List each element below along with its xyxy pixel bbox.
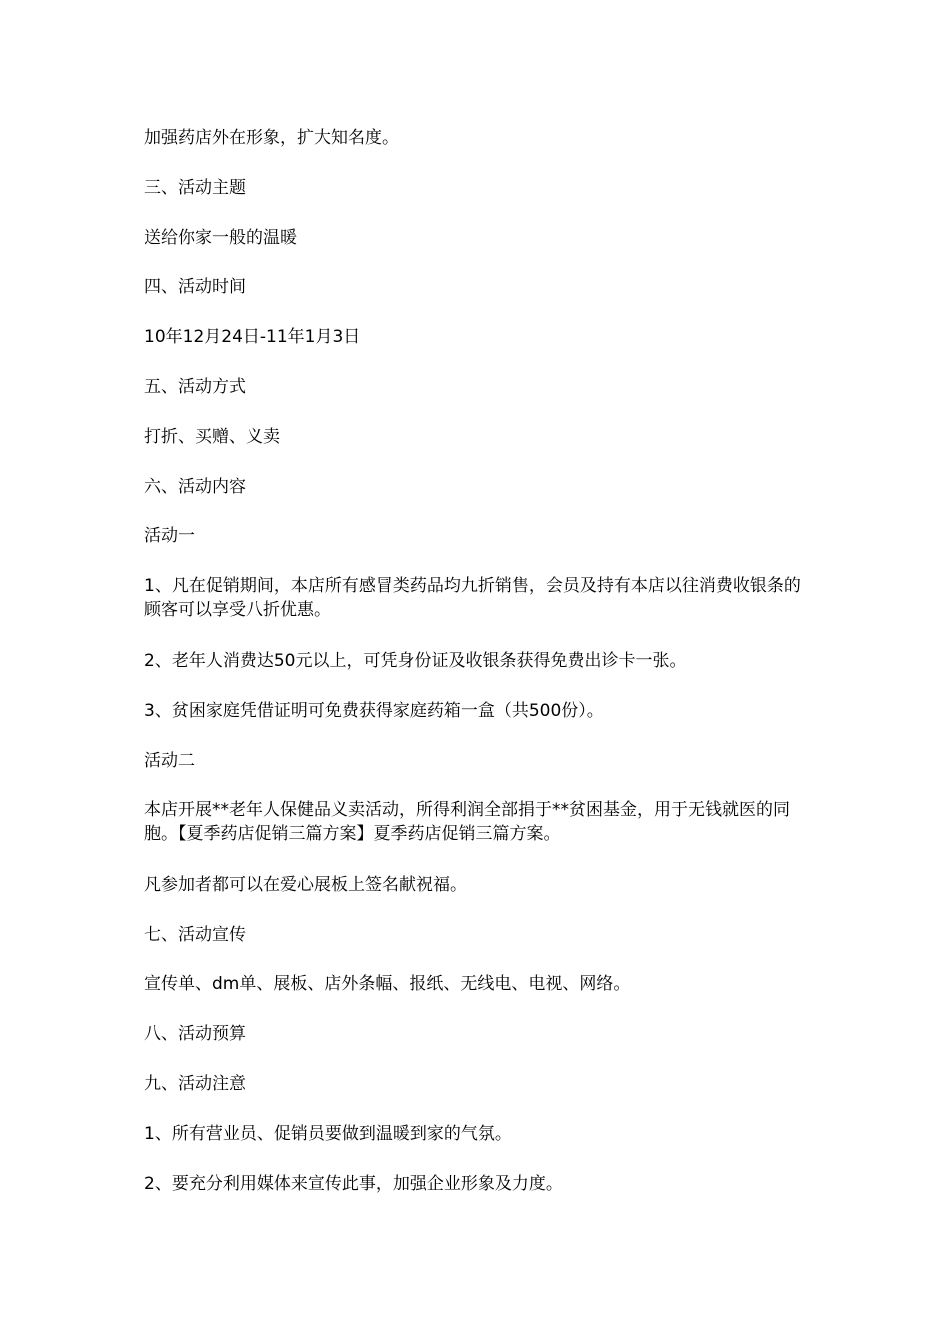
- heading-method: 五、活动方式: [144, 377, 246, 397]
- paragraph-activity-one-item-3: 3、贫困家庭凭借证明可免费获得家庭药箱一盒（共500份）。: [144, 701, 604, 721]
- heading-content: 六、活动内容: [144, 477, 246, 497]
- heading-time: 四、活动时间: [144, 277, 246, 297]
- heading-theme: 三、活动主题: [144, 178, 246, 198]
- paragraph-notes-item-2: 2、要充分利用媒体来宣传此事，加强企业形象及力度。: [144, 1174, 563, 1194]
- heading-promotion: 七、活动宣传: [144, 925, 246, 945]
- paragraph-theme: 送给你家一般的温暖: [144, 228, 297, 248]
- paragraph-activity-one-item-1: 1、凡在促销期间，本店所有感冒类药品均九折销售，会员及持有本店以往消费收银条的顾客可以享受八折优惠。: [144, 576, 801, 620]
- paragraph-method: 打折、买赠、义卖: [144, 427, 280, 447]
- heading-budget: 八、活动预算: [144, 1024, 246, 1044]
- paragraph-intro: 加强药店外在形象，扩大知名度。: [144, 128, 399, 148]
- paragraph-notes-item-1: 1、所有营业员、促销员要做到温暖到家的气氛。: [144, 1124, 512, 1144]
- heading-activity-two: 活动二: [144, 751, 195, 771]
- paragraph-time: 10年12月24日-11年1月3日: [144, 327, 361, 347]
- paragraph-activity-one-item-2: 2、老年人消费达50元以上，可凭身份证及收银条获得免费出诊卡一张。: [144, 651, 687, 671]
- paragraph-activity-two-sign: 凡参加者都可以在爱心展板上签名献祝福。: [144, 875, 467, 895]
- paragraph-promotion: 宣传单、dm单、展板、店外条幅、报纸、无线电、电视、网络。: [144, 974, 631, 994]
- heading-activity-one: 活动一: [144, 526, 195, 546]
- heading-notes: 九、活动注意: [144, 1074, 246, 1094]
- paragraph-activity-two: 本店开展**老年人保健品义卖活动，所得利润全部捐于**贫困基金，用于无钱就医的同胞。【夏季药店促销三篇方案】夏季药店促销三篇方案。: [144, 800, 790, 844]
